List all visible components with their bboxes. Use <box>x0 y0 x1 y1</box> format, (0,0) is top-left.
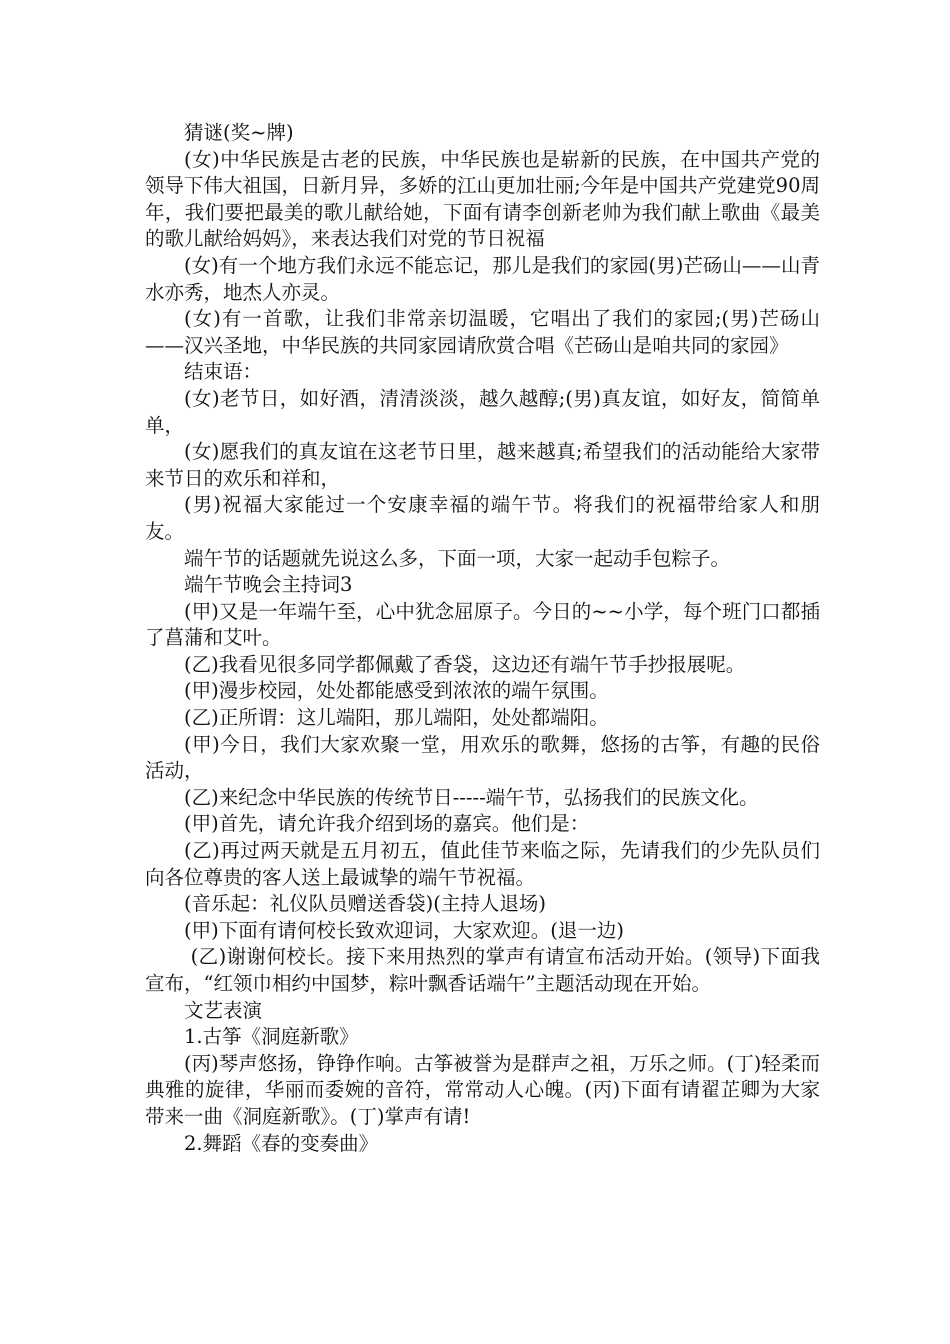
paragraph: 端午节的话题就先说这么多，下面一项，大家一起动手包粽子。 <box>184 546 731 570</box>
paragraph: (甲)下面有请何校长致欢迎词，大家欢迎。(退一边) <box>184 918 624 942</box>
paragraph: (乙)谢谢何校长。接下来用热烈的掌声有请宣布活动开始。(领导)下面我宣布，“红领巾相约中国梦，粽叶飘香话端午”主题活动现在开始。 <box>145 945 820 995</box>
paragraph: (甲)首先，请允许我介绍到场的嘉宾。他们是： <box>184 812 590 836</box>
paragraph: (女)老节日，如好酒，清清淡淡，越久越醇;(男)真友谊，如好友，简简单单， <box>145 386 820 437</box>
paragraph: 结束语： <box>184 360 263 384</box>
section-heading: 端午节晚会主持词3 <box>184 573 353 597</box>
program-item: 1.古筝《洞庭新歌》 <box>184 1025 359 1049</box>
paragraph: (乙)再过两天就是五月初五，值此佳节来临之际，先请我们的少先队员们向各位尊贵的客人送上最诚挚的端午节祝福。 <box>145 839 820 889</box>
paragraph: (丙)琴声悠扬，铮铮作响。古筝被誉为是群声之祖，万乐之师。(丁)轻柔而典雅的旋律，华丽而委婉的音符，常常动人心魄。(丙)下面有请翟芷卿为大家带来一曲《洞庭新歌》。(丁)掌声有请! <box>145 1051 820 1128</box>
paragraph: (甲)漫步校园，处处都能感受到浓浓的端午氛围。 <box>184 679 609 703</box>
paragraph: (男)祝福大家能过一个安康幸福的端午节。将我们的祝福带给家人和朋友。 <box>145 493 820 543</box>
paragraph: (女)中华民族是古老的民族，中华民族也是崭新的民族，在中国共产党的领导下伟大祖国，日新月异，多娇的江山更加壮丽;今年是中国共产党建党90周年，我们要把最美的歌儿献给她，下面有请李创新老帅为我们献上歌曲《最美的歌儿献给妈妈》，来表达我们对党的节日祝福 <box>145 147 820 251</box>
paragraph: (乙)正所谓：这儿端阳，那儿端阳，处处都端阳。 <box>184 706 609 730</box>
paragraph: (音乐起：礼仪队员赠送香袋)(主持人退场) <box>184 892 546 916</box>
paragraph: (女)有一个地方我们永远不能忘记，那儿是我们的家园(男)芒砀山——山青水亦秀，地杰人亦灵。 <box>145 253 820 304</box>
paragraph: (乙)来纪念中华民族的传统节日-----端午节，弘扬我们的民族文化。 <box>184 785 759 809</box>
paragraph: (甲)又是一年端午至，心中犹念屈原子。今日的~~小学，每个班门口都插了菖蒲和艾叶。 <box>145 599 820 650</box>
paragraph: (女)愿我们的真友谊在这老节日里，越来越真;希望我们的活动能给大家带来节日的欢乐和祥和， <box>145 440 820 490</box>
section-heading: 文艺表演 <box>184 998 263 1022</box>
paragraph: 猜谜(奖~牌) <box>184 121 294 144</box>
paragraph: (甲)今日，我们大家欢聚一堂，用欢乐的歌舞，悠扬的古筝，有趣的民俗活动， <box>145 732 820 783</box>
document-page <box>145 120 820 1157</box>
paragraph: (女)有一首歌，让我们非常亲切温暖，它唱出了我们的家园;(男)芒砀山——汉兴圣地，中华民族的共同家园请欣赏合唱《芒砀山是咱共同的家园》 <box>145 307 820 357</box>
program-item: 2.舞蹈《春的变奏曲》 <box>184 1131 379 1155</box>
paragraph: (乙)我看见很多同学都佩戴了香袋，这边还有端午节手抄报展呢。 <box>184 652 746 676</box>
